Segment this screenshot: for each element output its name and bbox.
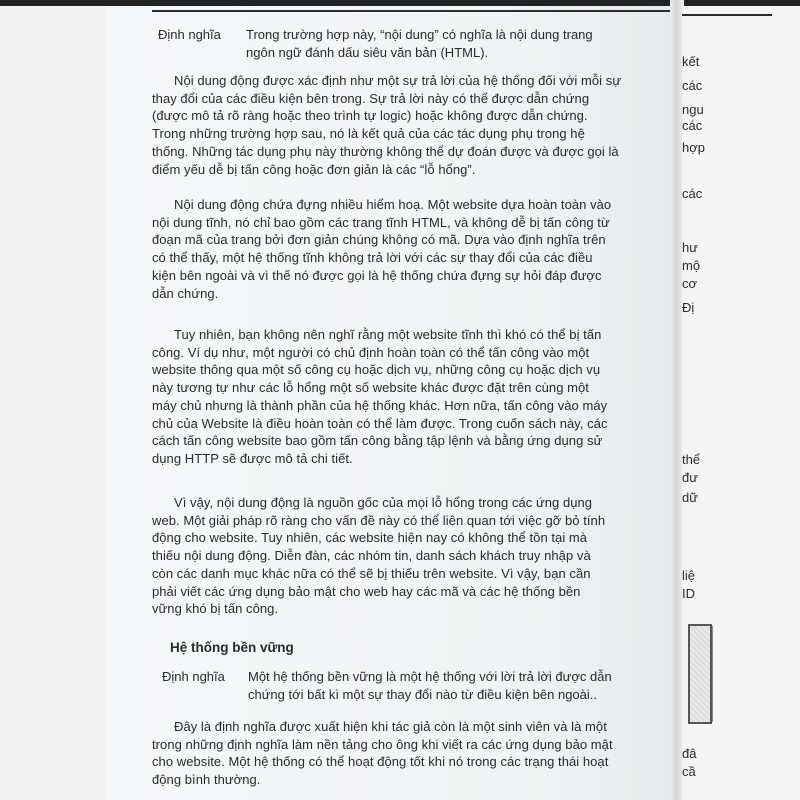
text-line: Vì vậy, nội dung động là nguồn gốc của mọi lỗ hổng trong các ứng dụng xyxy=(174,495,593,510)
definition-line: Một hệ thống bền vững là một hệ thống với lời trả lời được dẫn xyxy=(248,669,612,684)
text-line: thống. Những tác dụng phụ này thường không thể dự đoán được và được gọi là xyxy=(152,143,619,159)
text-fragment: liệ xyxy=(682,568,696,583)
text-fragment: kết xyxy=(682,54,700,69)
text-fragment: dữ xyxy=(682,490,698,505)
section-heading: Hệ thống bền vững xyxy=(170,640,294,655)
text-line: đoạn mã của trang bởi đơn giản chúng không có mã. Dựa vào định nghĩa trên xyxy=(152,232,606,248)
text-fragment: cơ xyxy=(682,276,698,291)
text-fragment: các xyxy=(682,78,703,93)
text-fragment: Đị xyxy=(682,300,695,315)
paragraph-5 xyxy=(152,718,613,789)
paragraph-3 xyxy=(152,326,608,468)
text-line: còn các danh mục khác nữa có thể sẽ bị thiếu trên website. Vì vậy, bạn cần xyxy=(152,565,591,581)
text-line: web. Một giải pháp rõ ràng cho vấn đề này có thể liên quan tới việc gỡ bỏ tính xyxy=(152,512,606,528)
text-line: Trong những trường hợp sau, nó là kết quả của các tác dụng phụ trong hệ xyxy=(152,126,585,142)
text-line: thay đổi của các điều kiện bên trong. Sự trả lời này có thể được dẫn chứng xyxy=(152,90,590,106)
paragraph-1 xyxy=(152,72,621,178)
divider-line xyxy=(712,626,713,722)
text-line: Nội dung động được xác định như một sự trả lời của hệ thống đối với mỗi sự xyxy=(174,73,622,88)
text-line: Nội dung động chứa đựng nhiều hiểm hoạ. Một website dựa hoàn toàn vào xyxy=(174,197,612,212)
definition-text xyxy=(246,26,593,61)
text-line: máy chủ nhưng là thành phần của hệ thống khác. Hơn nữa, tấn công vào máy xyxy=(152,397,608,413)
text-line: nội dung tĩnh, nó chỉ bao gồm các trang tĩnh HTML, và không dễ bị tấn công từ xyxy=(152,214,610,230)
definition-block-1 xyxy=(158,26,678,66)
text-fragment: hư xyxy=(682,240,698,255)
text-line: Đây là định nghĩa được xuất hiện khi tác giả còn là một sinh viên và là một xyxy=(174,719,607,734)
text-line: (được mô tả rõ ràng hoặc theo trình tự logic) hoặc không được dẫn chứng. xyxy=(152,108,588,124)
text-line: trong những định nghĩa làm nền tảng cho ông khi viết ra các ứng dụng bảo mật xyxy=(152,736,613,752)
text-fragment: đư xyxy=(682,470,698,485)
text-line: phải viết các ứng dụng bảo mật cho web hay các mã và các hệ thống bền xyxy=(152,583,581,599)
text-fragment: đâ xyxy=(682,746,697,761)
text-fragment: các xyxy=(682,186,703,201)
figure-box xyxy=(688,624,712,724)
definition-line: ngôn ngữ đánh dấu siêu văn bản (HTML). xyxy=(246,44,489,60)
text-fragment: thể xyxy=(682,452,701,467)
text-line: có thể thấy, một hệ thống tĩnh không trả lời với các sự thay đổi của các điều xyxy=(152,250,593,266)
text-fragment: ID xyxy=(682,586,695,601)
text-line: này tương tự như các lỗ hổng một số website khác được đặt trên cùng một xyxy=(152,380,589,396)
text-line: kiện bên ngoài và vì thế nó được gọi là hệ thống chứa đựng sự hỏi đáp được xyxy=(152,267,602,283)
text-line: cách tấn công website bao gồm tấn công bằng tập lệnh và bằng ứng dụng sử xyxy=(152,433,603,449)
left-page xyxy=(106,6,678,800)
text-line: Tuy nhiên, bạn không nên nghĩ rằng một website tĩnh thì khó có thể bị tấn xyxy=(174,327,602,342)
definition-line: chứng tới bất kì một sự thay đổi nào từ điều kiện bên ngoài.. xyxy=(248,686,598,702)
paragraph-2 xyxy=(152,196,611,302)
text-line: công. Ví dụ như, một người có chủ định hoàn toàn có thể tấn công vào một xyxy=(152,344,590,360)
definition-text xyxy=(248,668,612,703)
text-line: chủ của Website là điều hoàn toàn có thể làm được. Trong cuốn sách này, các xyxy=(152,415,608,431)
text-fragment: các xyxy=(682,118,703,133)
text-line: website thông qua một số công cụ hoặc dịch vụ, những công cụ hoặc dịch vụ xyxy=(152,362,601,378)
right-page xyxy=(682,6,800,800)
text-line: thiếu nội dung động. Diễn đàn, các nhóm tin, danh sách khách truy nhập và xyxy=(152,548,591,564)
top-rule xyxy=(152,10,670,12)
text-fragment: hợp xyxy=(682,140,705,155)
definition-block-2 xyxy=(162,668,678,708)
text-line: cho website. Một hệ thống có thể hoạt động tốt khi nó trong các trạng thái hoạt xyxy=(152,754,609,770)
definition-term: Định nghĩa xyxy=(158,27,221,42)
text-fragment: mộ xyxy=(682,258,701,273)
text-line: động cho website. Tuy nhiên, các website hiện nay có không thể tồn tại mà xyxy=(152,530,588,546)
definition-line: Trong trường hợp này, “nội dung” có nghĩa là nội dung trang xyxy=(246,27,593,42)
text-line: điểm yếu dễ bị tấn công hoặc đơn giản là các “lỗ hổng”. xyxy=(152,161,476,177)
text-line: vững khó bị tấn công. xyxy=(152,601,279,617)
text-line: động bình thường. xyxy=(152,772,261,788)
text-fragment: cầ xyxy=(682,764,696,779)
text-line: dụng HTTP sẽ được mô tả chi tiết. xyxy=(152,450,353,466)
top-rule xyxy=(682,14,772,16)
paragraph-4 xyxy=(152,494,605,618)
definition-term: Định nghĩa xyxy=(162,669,225,684)
text-line: dẫn chứng. xyxy=(152,285,219,301)
text-fragment: ngu xyxy=(682,102,704,117)
